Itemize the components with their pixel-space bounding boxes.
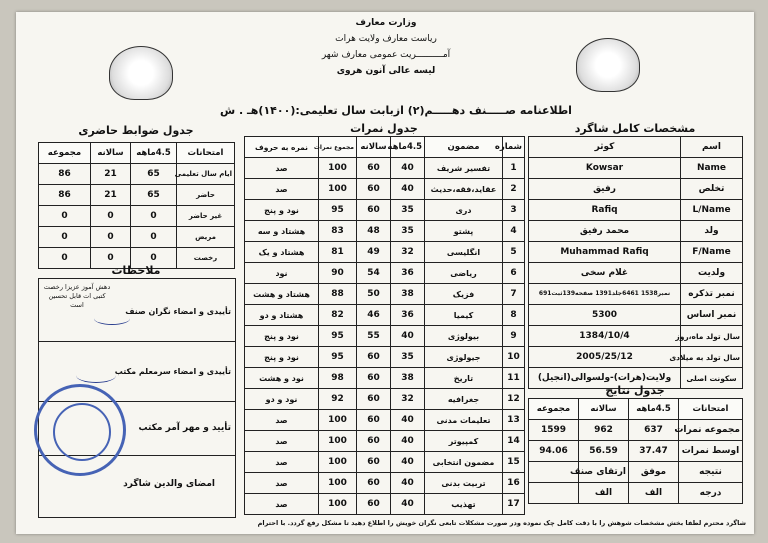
results-cell: مجموعه نمرات [679,420,743,441]
student-field-value: 2005/25/12 [529,347,681,368]
grade-cell: تعلیمات مدنی [425,410,503,431]
student-field-value: غلام سخی [529,263,681,284]
student-field-value: کوثر [529,137,681,158]
grade-cell: 40 [391,452,425,473]
grades-header: شماره [503,137,525,158]
grades-header: 4.5ماهه [391,137,425,158]
student-field-label: F/Name [681,242,743,263]
grade-cell: 40 [391,158,425,179]
page-title: اطلاعنامه صـــــنف دهـــــم(۲) ازبابت سال تعلیمی:(۱۴۰۰)هـ . ش [220,104,572,117]
grade-cell: 14 [503,431,525,452]
results-cell: 962 [579,420,629,441]
grade-cell: 11 [503,368,525,389]
grade-cell: 12 [503,389,525,410]
grade-row [245,326,525,347]
grade-cell: 100 [319,431,357,452]
grade-cell: 95 [319,200,357,221]
results-cell: 56.59 [579,441,629,462]
grade-cell: مضمون انتخابی [425,452,503,473]
attendance-cell: 86 [39,164,91,185]
remark-head-teacher: تأییدی و امضاء سرمعلم مکتب [114,367,231,376]
grade-cell: 81 [319,242,357,263]
attendance-row [39,227,235,248]
grade-row [245,305,525,326]
grade-cell: 17 [503,494,525,515]
student-row [529,284,743,305]
results-header: 4.5ماهه [629,399,679,420]
results-cell: اوسط نمرات [679,441,743,462]
grade-cell: نود و پنج [245,326,319,347]
grade-cell: 13 [503,410,525,431]
student-field-label: سکونت اصلی [681,368,743,389]
grade-cell: 38 [391,284,425,305]
grade-cell: 36 [391,305,425,326]
student-field-value: Muhammad Rafiq [529,242,681,263]
grade-cell: هشتاد و سه [245,221,319,242]
grade-cell: 50 [357,284,391,305]
attendance-cell: 0 [39,227,91,248]
attendance-header: سالانه [91,143,131,164]
grade-cell: جیولوژی [425,347,503,368]
grade-cell: 35 [391,200,425,221]
attendance-title: جدول ضوابط حاضری [78,124,194,137]
student-field-label: تخلص [681,179,743,200]
attendance-header: 4.5ماهه [131,143,177,164]
grade-cell: 32 [391,242,425,263]
grade-cell: 60 [357,410,391,431]
results-row [529,441,743,462]
remark-teacher: تأییدی و امضاء نگران صنف [125,307,231,316]
ministry-line: وزارت معارف [355,18,417,28]
grade-cell: 60 [357,494,391,515]
grade-cell: 54 [357,263,391,284]
grade-cell: 40 [391,179,425,200]
grade-cell: نود و دو [245,389,319,410]
grade-cell: 98 [319,368,357,389]
grade-cell: تهذیب [425,494,503,515]
grade-cell: 100 [319,158,357,179]
attendance-cell: 86 [39,185,91,206]
header-block [286,18,486,76]
student-row [529,221,743,242]
results-row [529,420,743,441]
attendance-cell: غیر حاضر [177,206,235,227]
grade-cell: صد [245,179,319,200]
grade-row [245,473,525,494]
grade-cell: 88 [319,284,357,305]
grade-cell: 60 [357,200,391,221]
grade-cell: 46 [357,305,391,326]
student-row [529,158,743,179]
results-cell: الف [579,483,629,504]
grade-row [245,452,525,473]
grade-cell: 5 [503,242,525,263]
student-field-value: 1384/10/4 [529,326,681,347]
student-row [529,305,743,326]
student-field-label: سال تولد به میلادی [681,347,743,368]
grade-cell: 100 [319,452,357,473]
grade-cell: 100 [319,410,357,431]
grade-cell: 55 [357,326,391,347]
signature-icon [94,312,130,325]
grade-cell: صد [245,494,319,515]
student-info-table [528,136,743,389]
grade-cell: عقاید،فقه،حدیث [425,179,503,200]
grade-cell: 40 [391,473,425,494]
grade-row [245,242,525,263]
student-field-value: رفیق [529,179,681,200]
grade-cell: 38 [391,368,425,389]
footer-note: شاگرد محترم لطفا بخش مشخصات شوهش را با دقت کامل چک نموده ودر صورت مشکلات تابعی نگران خویش را اطلاع دهید تا مشکل رفع گردد. با احترام [257,519,746,527]
student-field-value: ولایت(هرات)-ولسوالی(انجیل) [529,368,681,389]
grade-cell: 4 [503,221,525,242]
results-cell: 637 [629,420,679,441]
grade-cell: 1 [503,158,525,179]
student-row [529,263,743,284]
grade-cell: 60 [357,473,391,494]
results-row [529,462,743,483]
grade-cell: ریاضی [425,263,503,284]
attendance-cell: 0 [39,206,91,227]
grade-row [245,284,525,305]
student-field-label: ولد [681,221,743,242]
grade-cell: جغرافیه [425,389,503,410]
student-field-value: Rafiq [529,200,681,221]
attendance-row [39,206,235,227]
grade-row [245,347,525,368]
grade-cell: فزیک [425,284,503,305]
grade-cell: 100 [319,179,357,200]
grade-cell: 100 [319,473,357,494]
attendance-cell: مریض [177,227,235,248]
grade-cell: 48 [357,221,391,242]
grade-cell: 40 [391,410,425,431]
student-field-label: نمبر اساس [681,305,743,326]
grade-row [245,179,525,200]
grade-cell: هشتاد و یک [245,242,319,263]
attendance-header: امتحانات [177,143,235,164]
grade-cell: 92 [319,389,357,410]
grade-cell: 35 [391,347,425,368]
grade-cell: 95 [319,326,357,347]
grade-cell: هشتاد و هشت [245,284,319,305]
student-row [529,179,743,200]
student-field-label: L/Name [681,200,743,221]
grade-cell: 40 [391,431,425,452]
attendance-cell: رخصت [177,248,235,269]
grade-cell: 60 [357,368,391,389]
grade-cell: 49 [357,242,391,263]
attendance-cell: ایام سال تعلیمی [177,164,235,185]
student-field-value: نمبر1538 6461جلد1391 صفحه139ثبت691 [529,284,681,305]
attendance-cell: 0 [131,248,177,269]
student-row [529,347,743,368]
attendance-table [38,142,235,269]
grade-cell: 36 [391,263,425,284]
grade-row [245,158,525,179]
student-row [529,200,743,221]
grade-cell: 82 [319,305,357,326]
grade-cell: کیمیا [425,305,503,326]
grade-cell: دری [425,200,503,221]
grade-cell: 40 [391,494,425,515]
results-header: سالانه [579,399,629,420]
attendance-cell: 0 [131,227,177,248]
results-cell: 37.47 [629,441,679,462]
grade-cell: 32 [391,389,425,410]
attendance-cell: 21 [91,164,131,185]
grades-header: مضمون [425,137,503,158]
grade-cell: انگلیسی [425,242,503,263]
grade-cell: نود و هشت [245,368,319,389]
grade-cell: نود و پنج [245,200,319,221]
grade-cell: تاریخ [425,368,503,389]
results-cell: موفق [629,462,679,483]
grade-cell: 90 [319,263,357,284]
grade-cell: 40 [391,326,425,347]
grades-title: جدول نمرات [350,122,418,135]
grades-header: سالانه [357,137,391,158]
grade-cell: 10 [503,347,525,368]
remarks-title: ملاحظات [111,264,161,277]
grade-cell: صد [245,431,319,452]
grade-row [245,494,525,515]
student-field-value: 5300 [529,305,681,326]
grade-cell: 60 [357,179,391,200]
grade-row [245,368,525,389]
student-row [529,137,743,158]
grade-cell: 7 [503,284,525,305]
results-cell: درجه [679,483,743,504]
results-title: جدول نتایج [605,384,665,397]
grade-cell: کمپیوتر [425,431,503,452]
report-card [16,12,754,534]
left-emblem-icon [109,46,173,100]
grade-cell: تفسیر شریف [425,158,503,179]
grade-cell: 15 [503,452,525,473]
department-line: آمــــــــــریت عمومی معارف شهر [321,50,451,60]
grade-cell: 16 [503,473,525,494]
grade-cell: صد [245,473,319,494]
remarks-note: دهش آموز عزیزا رخصت کتبی ات قابل تحسین است [43,283,111,309]
grade-cell: نود [245,263,319,284]
attendance-cell: 0 [131,206,177,227]
grade-cell: 3 [503,200,525,221]
results-header: مجموعه [529,399,579,420]
grade-cell: 2 [503,179,525,200]
student-field-label: سال تولد ماه،روز [681,326,743,347]
grade-cell: پشتو [425,221,503,242]
attendance-cell: 21 [91,185,131,206]
grade-cell: 6 [503,263,525,284]
signature-icon [76,368,116,383]
results-row [529,483,743,504]
grade-cell: 100 [319,494,357,515]
grade-row [245,200,525,221]
grade-cell: بیولوژی [425,326,503,347]
attendance-cell: حاضر [177,185,235,206]
attendance-header: مجموعه [39,143,91,164]
attendance-cell: 0 [91,248,131,269]
remark-parents: امضای والدین شاگرد [123,479,215,489]
attendance-row [39,164,235,185]
grade-row [245,410,525,431]
grade-cell: صد [245,410,319,431]
grade-cell: 60 [357,389,391,410]
results-cell: نتیجه [679,462,743,483]
grade-row [245,389,525,410]
results-cell: الف [629,483,679,504]
results-header: امتحانات [679,399,743,420]
student-field-label: نمبر تذکره [681,284,743,305]
grades-header: مجموع نمرات [319,137,357,158]
grade-cell: 35 [391,221,425,242]
student-title: مشخصات کامل شاگرد [574,122,696,135]
student-field-value: Kowsar [529,158,681,179]
grade-row [245,263,525,284]
remark-principal: تأیید و مهر آمر مکتب [138,423,231,433]
grade-cell: 60 [357,431,391,452]
grades-table [244,136,525,515]
grade-cell: صد [245,158,319,179]
student-field-label: ولدیت [681,263,743,284]
attendance-cell: 65 [131,185,177,206]
student-row [529,326,743,347]
grades-header: نمره به حروف [245,137,319,158]
student-field-label: اسم [681,137,743,158]
school-name: لیسه عالی آنون هروی [336,66,436,76]
grade-cell: نود و پنج [245,347,319,368]
grade-cell: 8 [503,305,525,326]
results-cell [529,483,579,504]
attendance-cell: 0 [39,248,91,269]
student-field-value: محمد رفیق [529,221,681,242]
attendance-cell: 0 [91,227,131,248]
grade-cell: 60 [357,347,391,368]
grade-cell: صد [245,452,319,473]
grade-cell: هشتاد و دو [245,305,319,326]
grade-cell: 60 [357,158,391,179]
attendance-cell: 0 [91,206,131,227]
grade-row [245,431,525,452]
grade-cell: 9 [503,326,525,347]
results-cell: 94.06 [529,441,579,462]
right-emblem-icon [576,38,640,92]
results-table [528,398,743,504]
school-stamp-icon [34,384,126,476]
results-cell: 1599 [529,420,579,441]
attendance-cell: 65 [131,164,177,185]
student-field-label: Name [681,158,743,179]
directorate-line: ریاست معارف ولایت هرات [335,34,437,44]
results-cell: ارتقای صنف [579,462,629,483]
grade-cell: 60 [357,452,391,473]
grade-row [245,221,525,242]
grade-cell: تربیت بدنی [425,473,503,494]
grade-cell: 83 [319,221,357,242]
student-row [529,242,743,263]
grade-cell: 95 [319,347,357,368]
attendance-row [39,185,235,206]
